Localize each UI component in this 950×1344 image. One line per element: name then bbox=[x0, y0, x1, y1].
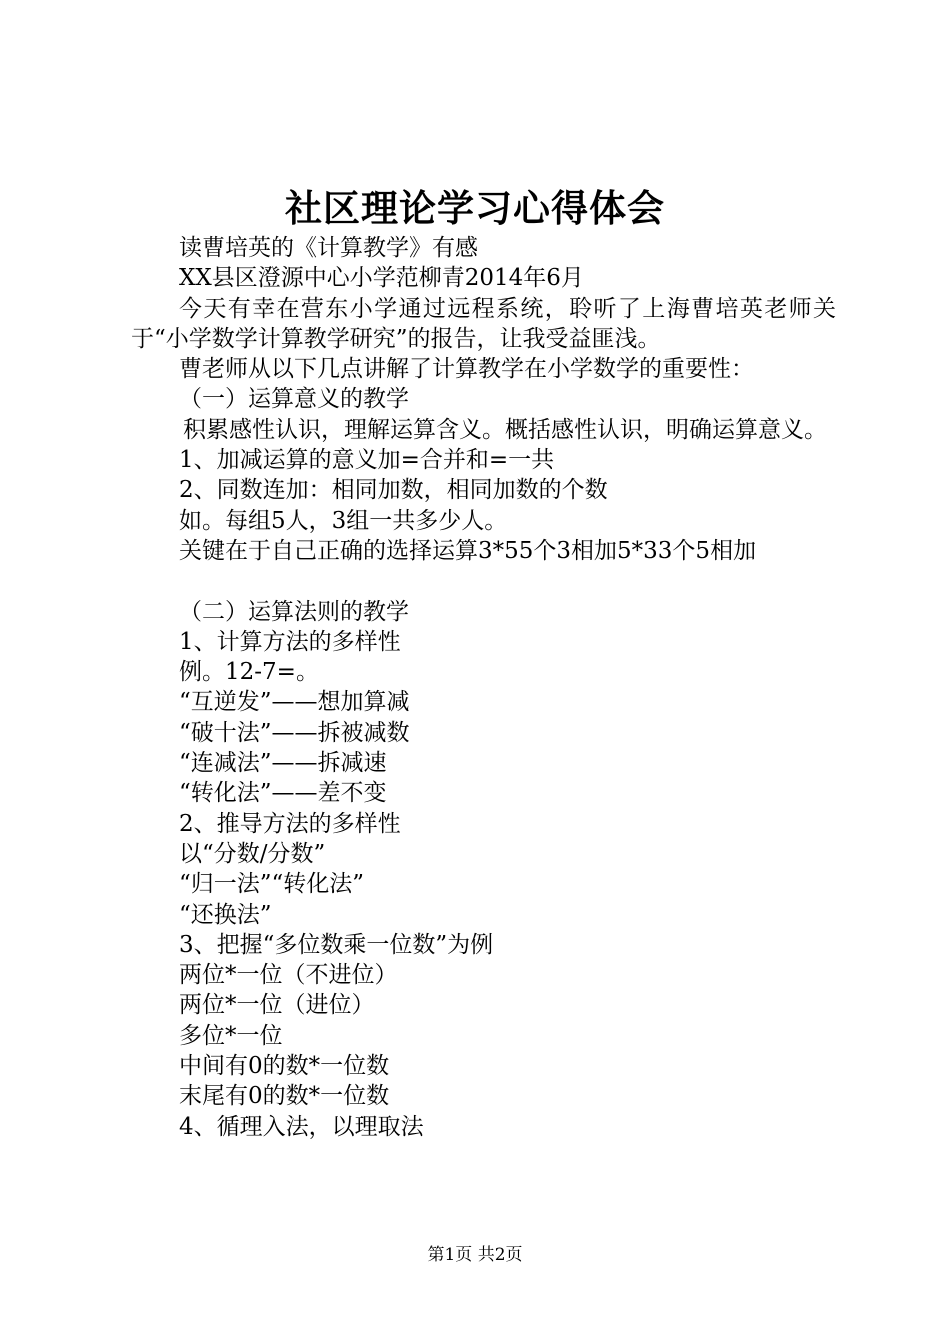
document-title: 社区理论学习心得体会 bbox=[285, 186, 665, 230]
list-item: 1、加减运算的意义加=合并和=一共 bbox=[179, 447, 555, 474]
list-item: 两位*一位（不进位） bbox=[179, 962, 398, 989]
list-item: 2、推导方法的多样性 bbox=[179, 810, 401, 837]
list-item: “连减法”——拆减速 bbox=[179, 750, 387, 777]
list-item: “破十法”——拆被减数 bbox=[179, 719, 410, 746]
list-item: 3、把握“多位数乘一位数”为例 bbox=[179, 931, 494, 958]
list-item: 2、同数连加：相同加数，相同加数的个数 bbox=[179, 477, 608, 504]
list-item: 多位*一位 bbox=[179, 1022, 283, 1049]
paragraph: 如。每组5人，3组一共多少人。 bbox=[179, 507, 508, 534]
paragraph: 关键在于自己正确的选择运算3*55个3相加5*33个5相加 bbox=[179, 537, 757, 564]
list-item: 例。12-7=。 bbox=[179, 659, 319, 686]
page-footer: 第1页 共2页 bbox=[427, 1245, 523, 1265]
subtitle-line: 读曹培英的《计算教学》有感 bbox=[179, 235, 478, 261]
list-item: 中间有0的数*一位数 bbox=[179, 1053, 390, 1080]
list-item: 末尾有0的数*一位数 bbox=[179, 1083, 390, 1110]
list-item: 4、循理入法，以理取法 bbox=[179, 1113, 424, 1140]
author-line: XX县区澄源中心小学范柳青2014年6月 bbox=[179, 265, 584, 292]
section-heading: （一）运算意义的教学 bbox=[179, 386, 409, 413]
section-heading: （二）运算法则的教学 bbox=[179, 598, 409, 625]
paragraph: 今天有幸在营东小学通过远程系统，聆听了上海曹培英老师关于“小学数学计算教学研究”的报告，让我受益匪浅。 bbox=[131, 295, 836, 352]
list-item: “还换法” bbox=[179, 901, 272, 928]
list-item: 两位*一位（进位） bbox=[179, 992, 375, 1019]
list-item: 以“分数/分数” bbox=[179, 840, 326, 867]
blank-line bbox=[131, 566, 836, 596]
list-item: “互逆发”——想加算减 bbox=[179, 689, 410, 716]
list-item: 1、计算方法的多样性 bbox=[179, 628, 401, 655]
paragraph: 曹老师从以下几点讲解了计算教学在小学数学的重要性： bbox=[179, 356, 754, 383]
list-item: “转化法”——差不变 bbox=[179, 780, 387, 807]
paragraph: 积累感性认识，理解运算含义。概括感性认识，明确运算意义。 bbox=[183, 416, 827, 443]
document-body bbox=[131, 233, 836, 1142]
list-item: “归一法”“转化法” bbox=[179, 871, 365, 898]
